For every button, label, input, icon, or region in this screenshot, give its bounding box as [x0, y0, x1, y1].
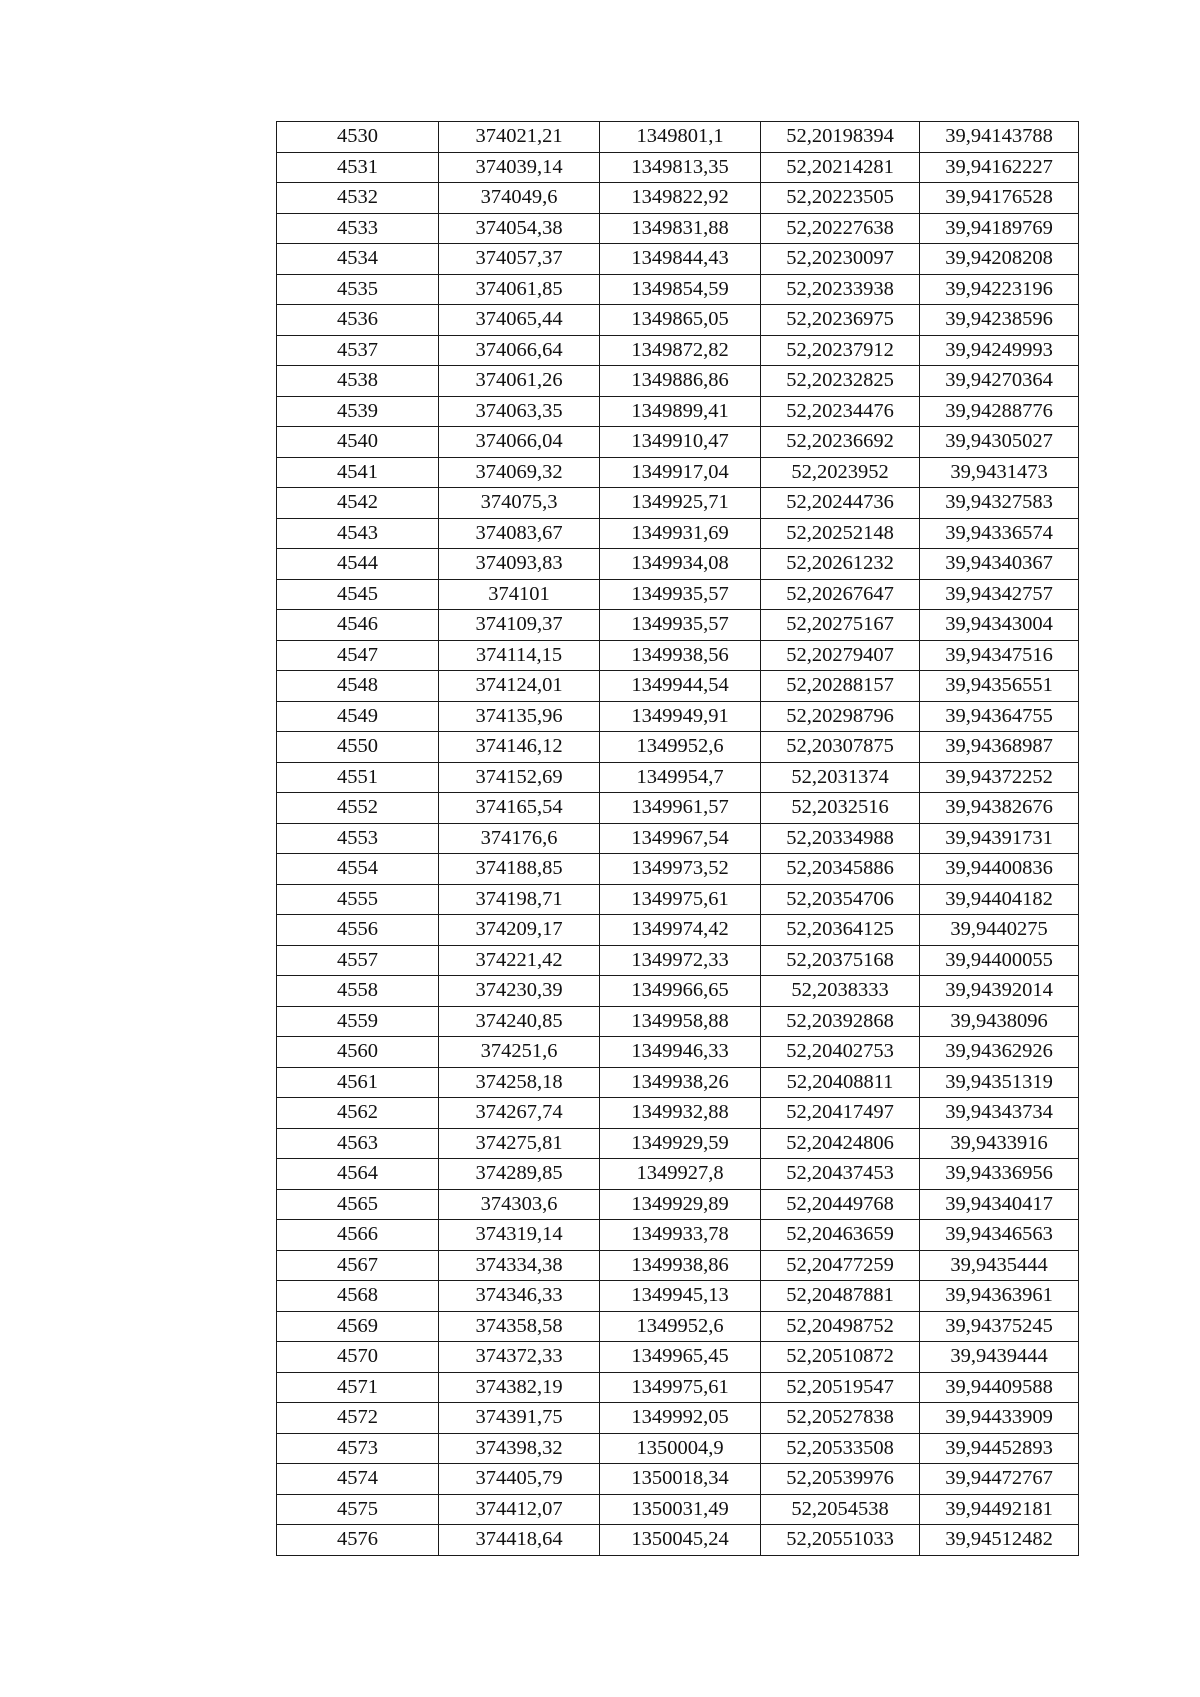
x-coordinate-cell: 374188,85 [439, 854, 600, 885]
y-coordinate-cell: 1350045,24 [600, 1525, 761, 1556]
longitude-cell: 39,94249993 [920, 335, 1079, 366]
longitude-cell: 39,94347516 [920, 640, 1079, 671]
latitude-cell: 52,20519547 [761, 1372, 920, 1403]
latitude-cell: 52,2038333 [761, 976, 920, 1007]
table-row [277, 1525, 1079, 1556]
x-coordinate-cell: 374065,44 [439, 305, 600, 336]
latitude-cell: 52,20307875 [761, 732, 920, 763]
longitude-cell: 39,94305027 [920, 427, 1079, 458]
latitude-cell: 52,20551033 [761, 1525, 920, 1556]
y-coordinate-cell: 1349929,89 [600, 1189, 761, 1220]
point-number-cell: 4570 [277, 1342, 439, 1373]
x-coordinate-cell: 374124,01 [439, 671, 600, 702]
point-number-cell: 4566 [277, 1220, 439, 1251]
point-number-cell: 4572 [277, 1403, 439, 1434]
point-number-cell: 4551 [277, 762, 439, 793]
point-number-cell: 4550 [277, 732, 439, 763]
point-number-cell: 4576 [277, 1525, 439, 1556]
y-coordinate-cell: 1349975,61 [600, 1372, 761, 1403]
x-coordinate-cell: 374221,42 [439, 945, 600, 976]
latitude-cell: 52,20364125 [761, 915, 920, 946]
latitude-cell: 52,20223505 [761, 183, 920, 214]
point-number-cell: 4563 [277, 1128, 439, 1159]
x-coordinate-cell: 374135,96 [439, 701, 600, 732]
longitude-cell: 39,94391731 [920, 823, 1079, 854]
table-row [277, 762, 1079, 793]
latitude-cell: 52,20527838 [761, 1403, 920, 1434]
x-coordinate-cell: 374346,33 [439, 1281, 600, 1312]
latitude-cell: 52,20392868 [761, 1006, 920, 1037]
y-coordinate-cell: 1349992,05 [600, 1403, 761, 1434]
latitude-cell: 52,20237912 [761, 335, 920, 366]
table-row [277, 122, 1079, 153]
x-coordinate-cell: 374358,58 [439, 1311, 600, 1342]
x-coordinate-cell: 374093,83 [439, 549, 600, 580]
latitude-cell: 52,20539976 [761, 1464, 920, 1495]
y-coordinate-cell: 1349844,43 [600, 244, 761, 275]
longitude-cell: 39,94176528 [920, 183, 1079, 214]
y-coordinate-cell: 1349938,86 [600, 1250, 761, 1281]
longitude-cell: 39,94400836 [920, 854, 1079, 885]
table-row [277, 823, 1079, 854]
latitude-cell: 52,2032516 [761, 793, 920, 824]
point-number-cell: 4557 [277, 945, 439, 976]
latitude-cell: 52,20375168 [761, 945, 920, 976]
x-coordinate-cell: 374230,39 [439, 976, 600, 1007]
point-number-cell: 4534 [277, 244, 439, 275]
y-coordinate-cell: 1349954,7 [600, 762, 761, 793]
longitude-cell: 39,94368987 [920, 732, 1079, 763]
point-number-cell: 4537 [277, 335, 439, 366]
longitude-cell: 39,94340367 [920, 549, 1079, 580]
x-coordinate-cell: 374075,3 [439, 488, 600, 519]
point-number-cell: 4561 [277, 1067, 439, 1098]
longitude-cell: 39,94143788 [920, 122, 1079, 153]
table-row [277, 793, 1079, 824]
y-coordinate-cell: 1350018,34 [600, 1464, 761, 1495]
y-coordinate-cell: 1349934,08 [600, 549, 761, 580]
longitude-cell: 39,9440275 [920, 915, 1079, 946]
point-number-cell: 4564 [277, 1159, 439, 1190]
x-coordinate-cell: 374061,26 [439, 366, 600, 397]
point-number-cell: 4554 [277, 854, 439, 885]
point-number-cell: 4569 [277, 1311, 439, 1342]
point-number-cell: 4575 [277, 1494, 439, 1525]
x-coordinate-cell: 374391,75 [439, 1403, 600, 1434]
latitude-cell: 52,20230097 [761, 244, 920, 275]
point-number-cell: 4556 [277, 915, 439, 946]
point-number-cell: 4548 [277, 671, 439, 702]
longitude-cell: 39,94452893 [920, 1433, 1079, 1464]
y-coordinate-cell: 1350004,9 [600, 1433, 761, 1464]
x-coordinate-cell: 374198,71 [439, 884, 600, 915]
x-coordinate-cell: 374049,6 [439, 183, 600, 214]
point-number-cell: 4542 [277, 488, 439, 519]
y-coordinate-cell: 1349865,05 [600, 305, 761, 336]
x-coordinate-cell: 374209,17 [439, 915, 600, 946]
latitude-cell: 52,20252148 [761, 518, 920, 549]
x-coordinate-cell: 374083,67 [439, 518, 600, 549]
latitude-cell: 52,2054538 [761, 1494, 920, 1525]
y-coordinate-cell: 1349831,88 [600, 213, 761, 244]
latitude-cell: 52,20437453 [761, 1159, 920, 1190]
latitude-cell: 52,20477259 [761, 1250, 920, 1281]
table-row [277, 1067, 1079, 1098]
table-row [277, 1311, 1079, 1342]
x-coordinate-cell: 374109,37 [439, 610, 600, 641]
x-coordinate-cell: 374021,21 [439, 122, 600, 153]
x-coordinate-cell: 374101 [439, 579, 600, 610]
latitude-cell: 52,20298796 [761, 701, 920, 732]
point-number-cell: 4532 [277, 183, 439, 214]
x-coordinate-cell: 374405,79 [439, 1464, 600, 1495]
point-number-cell: 4574 [277, 1464, 439, 1495]
y-coordinate-cell: 1349932,88 [600, 1098, 761, 1129]
table-row [277, 1494, 1079, 1525]
y-coordinate-cell: 1350031,49 [600, 1494, 761, 1525]
point-number-cell: 4552 [277, 793, 439, 824]
latitude-cell: 52,20275167 [761, 610, 920, 641]
x-coordinate-cell: 374061,85 [439, 274, 600, 305]
y-coordinate-cell: 1349822,92 [600, 183, 761, 214]
y-coordinate-cell: 1349931,69 [600, 518, 761, 549]
point-number-cell: 4536 [277, 305, 439, 336]
x-coordinate-cell: 374319,14 [439, 1220, 600, 1251]
y-coordinate-cell: 1349946,33 [600, 1037, 761, 1068]
point-number-cell: 4559 [277, 1006, 439, 1037]
longitude-cell: 39,94404182 [920, 884, 1079, 915]
table-row [277, 640, 1079, 671]
point-number-cell: 4558 [277, 976, 439, 1007]
y-coordinate-cell: 1349952,6 [600, 732, 761, 763]
longitude-cell: 39,94372252 [920, 762, 1079, 793]
point-number-cell: 4533 [277, 213, 439, 244]
table-row [277, 213, 1079, 244]
y-coordinate-cell: 1349958,88 [600, 1006, 761, 1037]
longitude-cell: 39,94392014 [920, 976, 1079, 1007]
x-coordinate-cell: 374334,38 [439, 1250, 600, 1281]
x-coordinate-cell: 374063,35 [439, 396, 600, 427]
point-number-cell: 4562 [277, 1098, 439, 1129]
table-row [277, 1433, 1079, 1464]
table-row [277, 1342, 1079, 1373]
point-number-cell: 4531 [277, 152, 439, 183]
x-coordinate-cell: 374382,19 [439, 1372, 600, 1403]
x-coordinate-cell: 374418,64 [439, 1525, 600, 1556]
table-row [277, 396, 1079, 427]
longitude-cell: 39,94189769 [920, 213, 1079, 244]
point-number-cell: 4553 [277, 823, 439, 854]
y-coordinate-cell: 1349929,59 [600, 1128, 761, 1159]
y-coordinate-cell: 1349967,54 [600, 823, 761, 854]
x-coordinate-cell: 374039,14 [439, 152, 600, 183]
y-coordinate-cell: 1349966,65 [600, 976, 761, 1007]
longitude-cell: 39,94343004 [920, 610, 1079, 641]
point-number-cell: 4573 [277, 1433, 439, 1464]
table-row [277, 549, 1079, 580]
point-number-cell: 4567 [277, 1250, 439, 1281]
longitude-cell: 39,94433909 [920, 1403, 1079, 1434]
longitude-cell: 39,94363961 [920, 1281, 1079, 1312]
table-row [277, 152, 1079, 183]
point-number-cell: 4546 [277, 610, 439, 641]
table-row [277, 1281, 1079, 1312]
y-coordinate-cell: 1349972,33 [600, 945, 761, 976]
x-coordinate-cell: 374372,33 [439, 1342, 600, 1373]
table-row [277, 1006, 1079, 1037]
y-coordinate-cell: 1349917,04 [600, 457, 761, 488]
longitude-cell: 39,9439444 [920, 1342, 1079, 1373]
longitude-cell: 39,9433916 [920, 1128, 1079, 1159]
y-coordinate-cell: 1349944,54 [600, 671, 761, 702]
x-coordinate-cell: 374165,54 [439, 793, 600, 824]
y-coordinate-cell: 1349945,13 [600, 1281, 761, 1312]
point-number-cell: 4544 [277, 549, 439, 580]
longitude-cell: 39,94270364 [920, 366, 1079, 397]
latitude-cell: 52,20234476 [761, 396, 920, 427]
y-coordinate-cell: 1349935,57 [600, 579, 761, 610]
latitude-cell: 52,20227638 [761, 213, 920, 244]
latitude-cell: 52,20498752 [761, 1311, 920, 1342]
point-number-cell: 4530 [277, 122, 439, 153]
latitude-cell: 52,20354706 [761, 884, 920, 915]
x-coordinate-cell: 374303,6 [439, 1189, 600, 1220]
y-coordinate-cell: 1349961,57 [600, 793, 761, 824]
coordinates-table [276, 121, 1079, 1556]
table-row [277, 183, 1079, 214]
x-coordinate-cell: 374054,38 [439, 213, 600, 244]
table-row [277, 1098, 1079, 1129]
longitude-cell: 39,94351319 [920, 1067, 1079, 1098]
table-row [277, 1189, 1079, 1220]
point-number-cell: 4549 [277, 701, 439, 732]
table-row [277, 427, 1079, 458]
y-coordinate-cell: 1349952,6 [600, 1311, 761, 1342]
longitude-cell: 39,94288776 [920, 396, 1079, 427]
latitude-cell: 52,20233938 [761, 274, 920, 305]
latitude-cell: 52,20236975 [761, 305, 920, 336]
x-coordinate-cell: 374275,81 [439, 1128, 600, 1159]
x-coordinate-cell: 374398,32 [439, 1433, 600, 1464]
x-coordinate-cell: 374267,74 [439, 1098, 600, 1129]
y-coordinate-cell: 1349801,1 [600, 122, 761, 153]
point-number-cell: 4565 [277, 1189, 439, 1220]
table-row [277, 854, 1079, 885]
y-coordinate-cell: 1349899,41 [600, 396, 761, 427]
table-row [277, 915, 1079, 946]
point-number-cell: 4547 [277, 640, 439, 671]
table-row [277, 457, 1079, 488]
table-row [277, 732, 1079, 763]
latitude-cell: 52,20288157 [761, 671, 920, 702]
point-number-cell: 4535 [277, 274, 439, 305]
latitude-cell: 52,20449768 [761, 1189, 920, 1220]
y-coordinate-cell: 1349974,42 [600, 915, 761, 946]
y-coordinate-cell: 1349927,8 [600, 1159, 761, 1190]
point-number-cell: 4560 [277, 1037, 439, 1068]
latitude-cell: 52,20424806 [761, 1128, 920, 1159]
x-coordinate-cell: 374251,6 [439, 1037, 600, 1068]
table-row [277, 1220, 1079, 1251]
y-coordinate-cell: 1349935,57 [600, 610, 761, 641]
longitude-cell: 39,94342757 [920, 579, 1079, 610]
longitude-cell: 39,94409588 [920, 1372, 1079, 1403]
longitude-cell: 39,94362926 [920, 1037, 1079, 1068]
y-coordinate-cell: 1349854,59 [600, 274, 761, 305]
y-coordinate-cell: 1349933,78 [600, 1220, 761, 1251]
table-row [277, 884, 1079, 915]
table-row [277, 1372, 1079, 1403]
x-coordinate-cell: 374240,85 [439, 1006, 600, 1037]
x-coordinate-cell: 374057,37 [439, 244, 600, 275]
table-row [277, 945, 1079, 976]
table-row [277, 244, 1079, 275]
longitude-cell: 39,94336574 [920, 518, 1079, 549]
latitude-cell: 52,20402753 [761, 1037, 920, 1068]
longitude-cell: 39,94208208 [920, 244, 1079, 275]
table-row [277, 1128, 1079, 1159]
x-coordinate-cell: 374152,69 [439, 762, 600, 793]
x-coordinate-cell: 374258,18 [439, 1067, 600, 1098]
longitude-cell: 39,94340417 [920, 1189, 1079, 1220]
table-row [277, 1403, 1079, 1434]
y-coordinate-cell: 1349872,82 [600, 335, 761, 366]
x-coordinate-cell: 374114,15 [439, 640, 600, 671]
coordinates-table-body [277, 122, 1079, 1556]
longitude-cell: 39,94327583 [920, 488, 1079, 519]
latitude-cell: 52,20244736 [761, 488, 920, 519]
table-row [277, 701, 1079, 732]
longitude-cell: 39,9438096 [920, 1006, 1079, 1037]
y-coordinate-cell: 1349949,91 [600, 701, 761, 732]
longitude-cell: 39,94400055 [920, 945, 1079, 976]
table-row [277, 366, 1079, 397]
point-number-cell: 4539 [277, 396, 439, 427]
point-number-cell: 4543 [277, 518, 439, 549]
point-number-cell: 4541 [277, 457, 439, 488]
latitude-cell: 52,20408811 [761, 1067, 920, 1098]
longitude-cell: 39,94472767 [920, 1464, 1079, 1495]
latitude-cell: 52,20279407 [761, 640, 920, 671]
latitude-cell: 52,20510872 [761, 1342, 920, 1373]
x-coordinate-cell: 374146,12 [439, 732, 600, 763]
longitude-cell: 39,94382676 [920, 793, 1079, 824]
point-number-cell: 4545 [277, 579, 439, 610]
longitude-cell: 39,94375245 [920, 1311, 1079, 1342]
table-row [277, 610, 1079, 641]
longitude-cell: 39,94512482 [920, 1525, 1079, 1556]
y-coordinate-cell: 1349973,52 [600, 854, 761, 885]
longitude-cell: 39,94238596 [920, 305, 1079, 336]
latitude-cell: 52,20345886 [761, 854, 920, 885]
table-row [277, 1037, 1079, 1068]
table-row [277, 1159, 1079, 1190]
x-coordinate-cell: 374412,07 [439, 1494, 600, 1525]
table-row [277, 579, 1079, 610]
x-coordinate-cell: 374289,85 [439, 1159, 600, 1190]
latitude-cell: 52,20463659 [761, 1220, 920, 1251]
latitude-cell: 52,20236692 [761, 427, 920, 458]
longitude-cell: 39,94223196 [920, 274, 1079, 305]
latitude-cell: 52,20487881 [761, 1281, 920, 1312]
latitude-cell: 52,20533508 [761, 1433, 920, 1464]
point-number-cell: 4538 [277, 366, 439, 397]
longitude-cell: 39,94356551 [920, 671, 1079, 702]
y-coordinate-cell: 1349886,86 [600, 366, 761, 397]
x-coordinate-cell: 374066,04 [439, 427, 600, 458]
longitude-cell: 39,94336956 [920, 1159, 1079, 1190]
table-row [277, 305, 1079, 336]
table-row [277, 274, 1079, 305]
point-number-cell: 4568 [277, 1281, 439, 1312]
y-coordinate-cell: 1349910,47 [600, 427, 761, 458]
y-coordinate-cell: 1349813,35 [600, 152, 761, 183]
table-row [277, 488, 1079, 519]
x-coordinate-cell: 374176,6 [439, 823, 600, 854]
x-coordinate-cell: 374066,64 [439, 335, 600, 366]
y-coordinate-cell: 1349938,56 [600, 640, 761, 671]
table-row [277, 335, 1079, 366]
point-number-cell: 4555 [277, 884, 439, 915]
longitude-cell: 39,94364755 [920, 701, 1079, 732]
x-coordinate-cell: 374069,32 [439, 457, 600, 488]
longitude-cell: 39,94492181 [920, 1494, 1079, 1525]
latitude-cell: 52,2031374 [761, 762, 920, 793]
longitude-cell: 39,94343734 [920, 1098, 1079, 1129]
latitude-cell: 52,20417497 [761, 1098, 920, 1129]
latitude-cell: 52,20267647 [761, 579, 920, 610]
latitude-cell: 52,20198394 [761, 122, 920, 153]
latitude-cell: 52,20214281 [761, 152, 920, 183]
y-coordinate-cell: 1349965,45 [600, 1342, 761, 1373]
y-coordinate-cell: 1349925,71 [600, 488, 761, 519]
table-row [277, 671, 1079, 702]
longitude-cell: 39,9431473 [920, 457, 1079, 488]
latitude-cell: 52,20232825 [761, 366, 920, 397]
longitude-cell: 39,9435444 [920, 1250, 1079, 1281]
y-coordinate-cell: 1349975,61 [600, 884, 761, 915]
table-row [277, 518, 1079, 549]
table-row [277, 1250, 1079, 1281]
table-row [277, 976, 1079, 1007]
point-number-cell: 4571 [277, 1372, 439, 1403]
table-row [277, 1464, 1079, 1495]
latitude-cell: 52,20334988 [761, 823, 920, 854]
latitude-cell: 52,20261232 [761, 549, 920, 580]
latitude-cell: 52,2023952 [761, 457, 920, 488]
y-coordinate-cell: 1349938,26 [600, 1067, 761, 1098]
longitude-cell: 39,94346563 [920, 1220, 1079, 1251]
point-number-cell: 4540 [277, 427, 439, 458]
longitude-cell: 39,94162227 [920, 152, 1079, 183]
